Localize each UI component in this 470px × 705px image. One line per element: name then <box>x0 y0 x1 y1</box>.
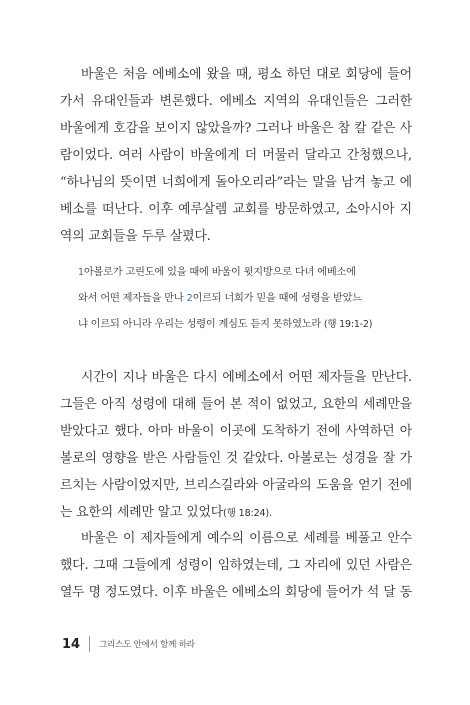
paragraph-2 <box>60 364 412 527</box>
quote-reference: (행 19:1-2) <box>321 319 373 330</box>
scripture-quote <box>78 260 378 338</box>
scripture-reference: (행 18:24). <box>223 508 273 519</box>
paragraph-line: 가서 유대인들과 변론했다. 에베소 지역의 유대인들은 그러한 <box>60 94 412 109</box>
paragraph-line: 르치는 사람이었지만, 브리스길라와 아굴라의 도움을 얻기 전에 <box>60 478 412 493</box>
paragraph-line: 바울은 이 제자들에게 예수의 이름으로 세례를 베풀고 안수 <box>81 531 412 546</box>
quote-line <box>78 286 378 312</box>
paragraph-line: 바울은 처음 에베소에 왔을 때, 평소 하던 대로 회당에 들어 <box>81 67 412 82</box>
paragraph-line: 역의 교회들을 두루 살폈다. <box>60 229 211 244</box>
paragraph-line: 그들은 아직 성령에 대해 들어 본 적이 없었고, 요한의 세례만을 <box>60 397 412 412</box>
paragraph-line: 받았다고 했다. 아마 바울이 이곳에 도착하기 전에 사역하던 아 <box>60 424 412 439</box>
quote-text: 냐 이르되 아니라 우리는 성령이 계심도 듣지 못하였노라 <box>78 319 322 330</box>
quote-line <box>78 312 378 338</box>
paragraph-line: 바울에게 호감을 보이지 않았을까? 그러나 바울은 참 칼 같은 사 <box>60 121 412 136</box>
paragraph-1 <box>60 61 412 250</box>
paragraph-line: 볼로의 영향을 받은 사람들인 것 같았다. 아볼로는 성경을 잘 가 <box>60 451 412 466</box>
page-footer <box>62 634 195 654</box>
paragraph-line: 시간이 지나 바울은 다시 에베소에서 어떤 제자들을 만난다. <box>81 370 412 385</box>
page-number: 14 <box>62 636 81 652</box>
verse-number: 1 <box>78 267 84 278</box>
paragraph-line: 열두 명 정도였다. 이후 바울은 에베소의 회당에 들어가 석 달 동 <box>60 585 412 600</box>
footer-divider <box>89 636 90 652</box>
paragraph-line: “하나님의 뜻이면 너희에게 돌아오리라”라는 말을 남겨 놓고 에 <box>60 175 412 190</box>
verse-number: 2 <box>186 293 193 304</box>
paragraph-line: 람이었다. 여러 사람이 바울에게 더 머물러 달라고 간청했으나, <box>60 148 412 163</box>
quote-line <box>78 260 378 286</box>
quote-text: 아볼로가 고린도에 있을 때에 바울이 윗지방으로 다녀 에베소에 <box>83 267 356 278</box>
paragraph-line <box>60 499 412 527</box>
paragraph-line: 베소를 떠난다. 이후 예루살렘 교회를 방문하였고, 소아시아 지 <box>60 202 412 217</box>
quote-text: 와서 어떤 제자들을 만나 <box>78 293 187 304</box>
paragraph-3 <box>60 525 412 606</box>
quote-text: 이르되 너희가 믿을 때에 성령을 받았느 <box>192 293 362 304</box>
paragraph-line: 했다. 그때 그들에게 성령이 임하였는데, 그 자리에 있던 사람은 <box>60 558 412 573</box>
running-title: 그리스도 안에서 함께 하라 <box>99 640 195 650</box>
paragraph-text: 는 요한의 세례만 알고 있었다 <box>60 505 224 520</box>
